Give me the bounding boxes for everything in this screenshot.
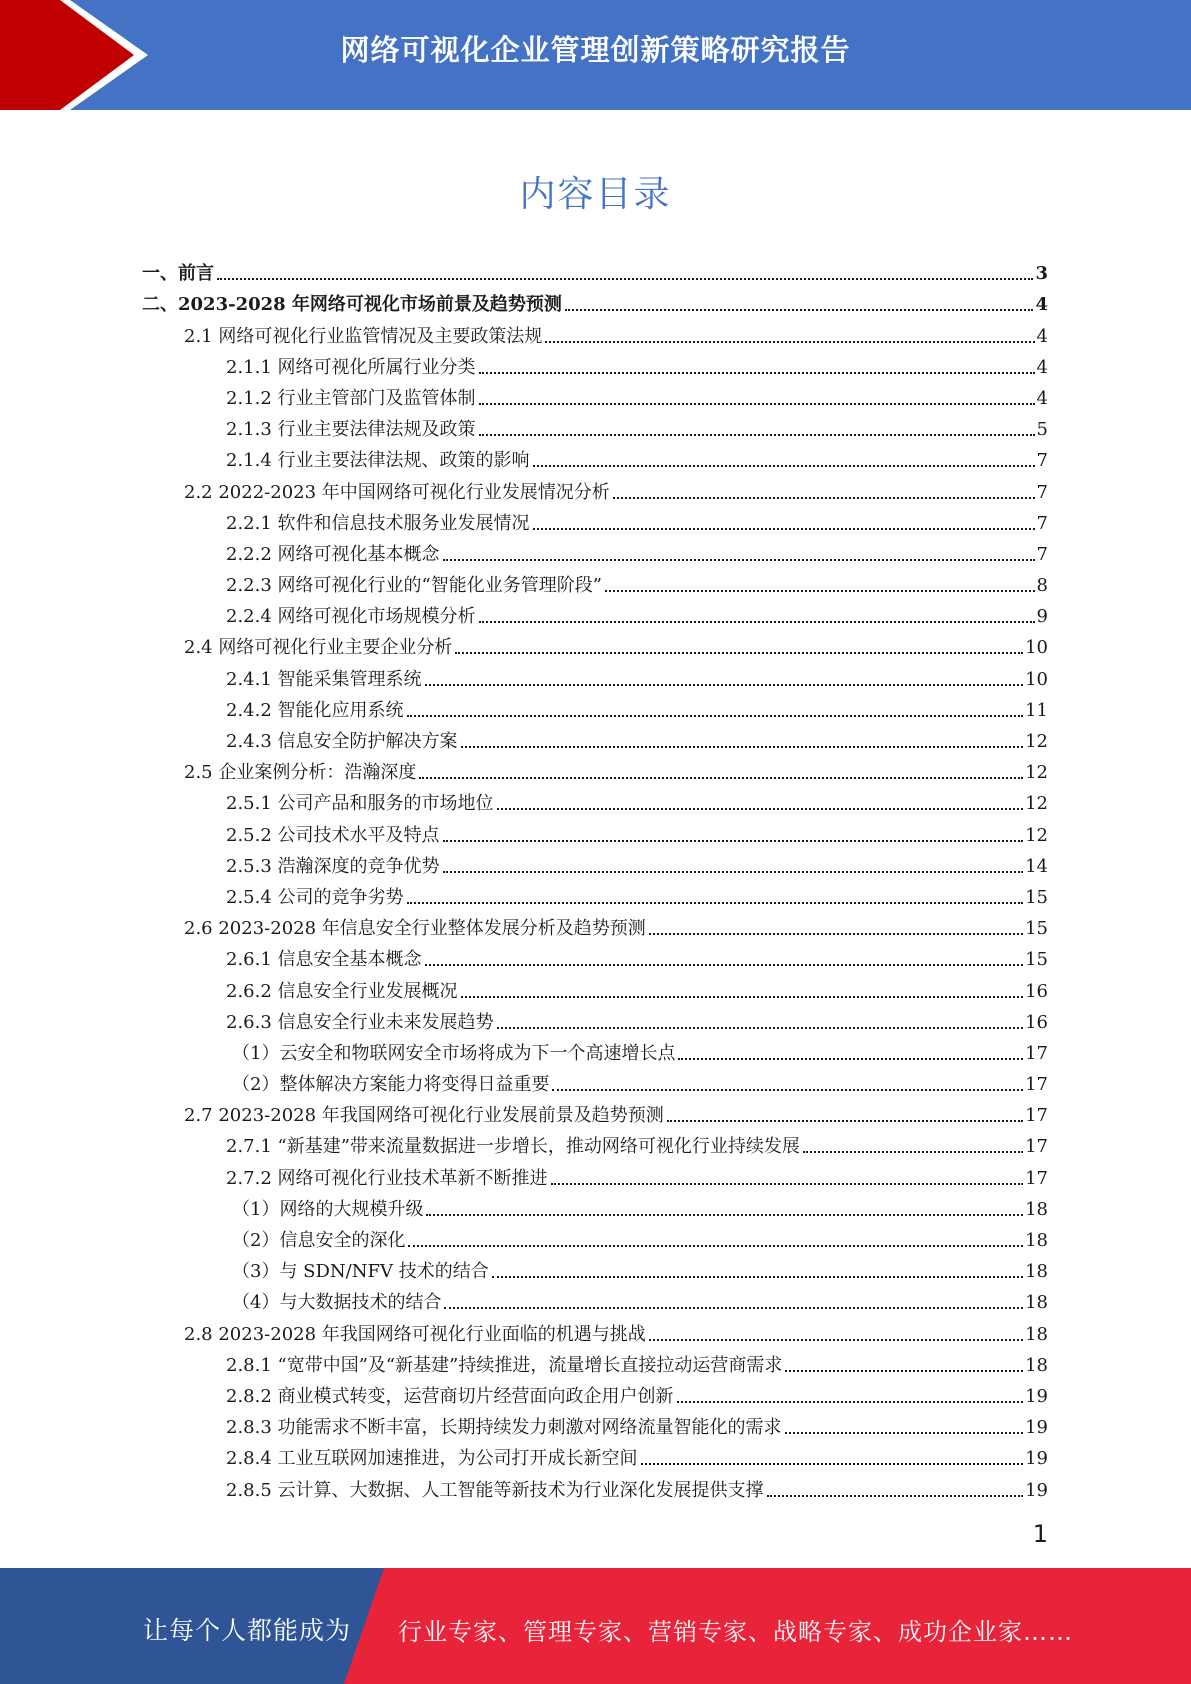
toc-entry-page: 7 — [1036, 481, 1048, 503]
toc-dot-leader — [533, 465, 1035, 467]
toc-entry[interactable] — [142, 597, 1048, 628]
toc-entry-page: 18 — [1025, 1198, 1048, 1220]
toc-entry[interactable] — [142, 1065, 1048, 1096]
toc-entry-label: 2.4.1 智能采集管理系统 — [226, 668, 422, 690]
toc-entry-label: 2.8.1 “宽带中国”及“新基建”持续推进，流量增长直接拉动运营商需求 — [226, 1354, 783, 1376]
toc-heading: 内容目录 — [519, 174, 672, 215]
toc-entry-page: 19 — [1025, 1417, 1048, 1439]
toc-entry[interactable] — [142, 1283, 1048, 1314]
toc-entry[interactable] — [142, 1346, 1048, 1377]
table-of-contents — [142, 254, 1048, 1502]
toc-entry[interactable] — [142, 1470, 1048, 1501]
toc-entry[interactable] — [142, 1158, 1048, 1189]
toc-dot-leader — [461, 746, 1024, 748]
toc-entry-label: 2.6.2 信息安全行业发展概况 — [226, 980, 458, 1002]
toc-entry[interactable] — [142, 1408, 1048, 1439]
toc-entry-label: 2.5.2 公司技术水平及特点 — [226, 824, 440, 846]
toc-dot-leader — [217, 278, 1033, 280]
toc-entry[interactable] — [142, 753, 1048, 784]
toc-dot-leader — [407, 715, 1024, 717]
toc-entry[interactable] — [142, 1314, 1048, 1345]
toc-entry[interactable] — [142, 1096, 1048, 1127]
report-title: 网络可视化企业管理创新策略研究报告 — [340, 33, 851, 67]
toc-entry-label: 二、2023-2028 年网络可视化市场前景及趋势预测 — [142, 294, 562, 316]
toc-entry[interactable] — [142, 1252, 1048, 1283]
toc-entry-page: 19 — [1025, 1385, 1048, 1407]
toc-dot-leader — [565, 309, 1034, 311]
toc-dot-leader — [785, 1432, 1024, 1434]
toc-entry[interactable] — [142, 909, 1048, 940]
toc-entry-label: 一、前言 — [142, 263, 214, 285]
toc-dot-leader — [552, 1089, 1023, 1091]
toc-entry-page: 19 — [1025, 1448, 1048, 1470]
toc-dot-leader — [551, 1183, 1024, 1185]
toc-dot-leader — [408, 1245, 1023, 1247]
toc-entry-label: 2.6 2023-2028 年信息安全行业整体发展分析及趋势预测 — [184, 918, 646, 940]
toc-dot-leader — [497, 1027, 1024, 1029]
toc-entry[interactable] — [142, 535, 1048, 566]
toc-entry-label: 2.1 网络可视化行业监管情况及主要政策法规 — [184, 325, 543, 347]
toc-dot-leader — [545, 341, 1034, 343]
toc-entry-label: 2.6.3 信息安全行业未来发展趋势 — [226, 1011, 494, 1033]
toc-entry-label: 2.4.2 智能化应用系统 — [226, 699, 404, 721]
toc-dot-leader — [443, 840, 1024, 842]
toc-entry-label: （3）与 SDN/NFV 技术的结合 — [232, 1261, 489, 1283]
toc-entry-page: 12 — [1025, 824, 1048, 846]
toc-dot-leader — [443, 871, 1024, 873]
toc-entry[interactable] — [142, 784, 1048, 815]
toc-entry-label: 2.5.3 浩瀚深度的竞争优势 — [226, 855, 440, 877]
toc-entry-label: 2.1.1 网络可视化所属行业分类 — [226, 356, 476, 378]
toc-entry[interactable] — [142, 659, 1048, 690]
footer-slogan-left: 让每个人都能成为 — [143, 1616, 352, 1645]
toc-entry[interactable] — [142, 566, 1048, 597]
header-band — [0, 0, 1191, 110]
toc-entry-page: 15 — [1025, 949, 1048, 971]
toc-dot-leader — [479, 621, 1035, 623]
toc-entry-page: 10 — [1025, 637, 1048, 659]
toc-entry-page: 17 — [1025, 1042, 1048, 1064]
toc-entry-label: 2.2.3 网络可视化行业的“智能化业务管理阶段” — [226, 575, 602, 597]
toc-entry-page: 18 — [1025, 1354, 1048, 1376]
toc-dot-leader — [641, 1463, 1024, 1465]
toc-dot-leader — [426, 1214, 1023, 1216]
toc-entry[interactable] — [142, 379, 1048, 410]
toc-entry[interactable] — [142, 410, 1048, 441]
toc-entry-label: 2.4 网络可视化行业主要企业分析 — [184, 637, 453, 659]
toc-entry[interactable] — [142, 504, 1048, 535]
toc-entry[interactable] — [142, 348, 1048, 379]
toc-entry-label: 2.1.2 行业主管部门及监管体制 — [226, 387, 476, 409]
toc-entry[interactable] — [142, 940, 1048, 971]
toc-dot-leader — [461, 996, 1024, 998]
toc-dot-leader — [767, 1495, 1024, 1497]
toc-dot-leader — [407, 902, 1024, 904]
toc-entry-label: 2.1.4 行业主要法律法规、政策的影响 — [226, 450, 530, 472]
toc-entry-label: （1）网络的大规模升级 — [232, 1198, 424, 1220]
toc-entry-label: 2.5 企业案例分析：浩瀚深度 — [184, 762, 417, 784]
toc-entry-page: 17 — [1025, 1105, 1048, 1127]
toc-entry-label: 2.2.2 网络可视化基本概念 — [226, 543, 440, 565]
toc-dot-leader — [803, 1151, 1023, 1153]
toc-entry-page: 8 — [1036, 575, 1048, 597]
toc-entry-label: 2.2 2022-2023 年中国网络可视化行业发展情况分析 — [184, 481, 610, 503]
toc-entry-label: （4）与大数据技术的结合 — [232, 1292, 442, 1314]
toc-entry[interactable] — [142, 628, 1048, 659]
footer-band — [0, 1568, 1191, 1684]
toc-dot-leader — [479, 434, 1035, 436]
toc-entry-label: 2.6.1 信息安全基本概念 — [226, 949, 422, 971]
toc-entry-page: 18 — [1025, 1261, 1048, 1283]
toc-entry-label: 2.2.4 网络可视化市场规模分析 — [226, 606, 476, 628]
toc-entry-label: 2.8.5 云计算、大数据、人工智能等新技术为行业深化发展提供支撑 — [226, 1479, 764, 1501]
toc-dot-leader — [425, 964, 1024, 966]
toc-entry-page: 7 — [1036, 450, 1048, 472]
toc-entry-page: 10 — [1025, 668, 1048, 690]
toc-entry-label: 2.8.4 工业互联网加速推进，为公司打开成长新空间 — [226, 1448, 638, 1470]
toc-entry-label: 2.5.4 公司的竞争劣势 — [226, 886, 404, 908]
toc-entry-page: 4 — [1036, 356, 1048, 378]
toc-entry-label: （2）信息安全的深化 — [232, 1230, 406, 1251]
toc-dot-leader — [444, 1307, 1023, 1309]
toc-entry[interactable] — [142, 722, 1048, 753]
toc-entry[interactable] — [142, 971, 1048, 1002]
toc-entry-label: （2）整体解决方案能力将变得日益重要 — [232, 1074, 550, 1096]
toc-entry-label: 2.8.2 商业模式转变，运营商切片经营面向政企用户创新 — [226, 1385, 674, 1407]
toc-entry-label: 2.1.3 行业主要法律法规及政策 — [226, 419, 476, 441]
toc-entry[interactable] — [142, 1439, 1048, 1470]
toc-entry-page: 15 — [1025, 886, 1048, 908]
toc-entry-page: 17 — [1025, 1167, 1048, 1189]
toc-entry-page: 19 — [1025, 1479, 1048, 1501]
toc-dot-leader — [419, 777, 1023, 779]
toc-entry[interactable] — [142, 254, 1048, 285]
toc-dot-leader — [678, 1058, 1023, 1060]
toc-dot-leader — [492, 1276, 1023, 1278]
toc-entry-page: 17 — [1025, 1136, 1048, 1158]
toc-entry-page: 7 — [1036, 512, 1048, 534]
toc-entry[interactable] — [142, 1003, 1048, 1034]
toc-entry-page: 4 — [1035, 294, 1048, 316]
toc-dot-leader — [605, 590, 1035, 592]
toc-entry[interactable] — [142, 1034, 1048, 1065]
toc-dot-leader — [497, 808, 1024, 810]
toc-entry-page: 7 — [1036, 543, 1048, 565]
toc-entry-page: 4 — [1036, 325, 1048, 347]
toc-entry-page: 14 — [1025, 855, 1048, 877]
toc-entry[interactable] — [142, 1190, 1048, 1221]
toc-dot-leader — [443, 559, 1035, 561]
toc-entry-page: 16 — [1025, 980, 1048, 1002]
toc-dot-leader — [533, 528, 1035, 530]
toc-dot-leader — [425, 684, 1024, 686]
toc-entry-page: 18 — [1025, 1292, 1048, 1314]
toc-entry[interactable] — [142, 815, 1048, 846]
toc-entry-page: 16 — [1025, 1011, 1048, 1033]
toc-entry[interactable] — [142, 1127, 1048, 1158]
toc-dot-leader — [785, 1370, 1023, 1372]
toc-entry-label: 2.8 2023-2028 年我国网络可视化行业面临的机遇与挑战 — [184, 1323, 646, 1345]
toc-entry-label: 2.2.1 软件和信息技术服务业发展情况 — [226, 512, 530, 534]
toc-entry-page: 4 — [1036, 387, 1048, 409]
toc-entry-page: 18 — [1025, 1230, 1048, 1251]
toc-entry-page: 12 — [1025, 762, 1048, 784]
toc-entry-label: 2.7.1 “新基建”带来流量数据进一步增长，推动网络可视化行业持续发展 — [226, 1136, 800, 1158]
toc-entry-page: 12 — [1025, 793, 1048, 815]
toc-entry[interactable] — [142, 441, 1048, 472]
toc-dot-leader — [649, 1339, 1023, 1341]
toc-entry-page: 12 — [1025, 731, 1048, 752]
toc-entry-label: 2.7 2023-2028 年我国网络可视化行业发展前景及趋势预测 — [184, 1105, 664, 1127]
toc-dot-leader — [649, 933, 1023, 935]
toc-entry-page: 5 — [1036, 419, 1048, 441]
toc-entry-label: 2.4.3 信息安全防护解决方案 — [226, 731, 458, 752]
toc-entry-label: （1）云安全和物联网安全市场将成为下一个高速增长点 — [232, 1042, 676, 1064]
toc-entry[interactable] — [142, 472, 1048, 503]
footer-slogan-right: 行业专家、管理专家、营销专家、战略专家、成功企业家…… — [398, 1618, 1073, 1646]
page-number: 1 — [1032, 1520, 1048, 1548]
toc-dot-leader — [613, 497, 1035, 499]
toc-dot-leader — [479, 372, 1035, 374]
toc-entry-label: 2.5.1 公司产品和服务的市场地位 — [226, 793, 494, 815]
toc-dot-leader — [677, 1401, 1024, 1403]
toc-entry[interactable] — [142, 878, 1048, 909]
toc-entry-label: 2.7.2 网络可视化行业技术革新不断推进 — [226, 1167, 548, 1189]
toc-dot-leader — [455, 652, 1023, 654]
toc-entry-page: 17 — [1025, 1074, 1048, 1096]
toc-dot-leader — [479, 403, 1035, 405]
toc-entry-page: 15 — [1025, 918, 1048, 940]
toc-entry[interactable] — [142, 316, 1048, 347]
toc-entry[interactable] — [142, 847, 1048, 878]
toc-entry-page: 3 — [1035, 263, 1048, 285]
toc-entry-page: 11 — [1025, 699, 1048, 721]
toc-entry-label: 2.8.3 功能需求不断丰富，长期持续发力刺激对网络流量智能化的需求 — [226, 1417, 782, 1439]
toc-entry[interactable] — [142, 1221, 1048, 1252]
toc-dot-leader — [667, 1120, 1023, 1122]
toc-entry-page: 9 — [1036, 606, 1048, 628]
toc-entry[interactable] — [142, 691, 1048, 722]
toc-entry[interactable] — [142, 285, 1048, 316]
toc-entry[interactable] — [142, 1377, 1048, 1408]
toc-entry-page: 18 — [1025, 1323, 1048, 1345]
